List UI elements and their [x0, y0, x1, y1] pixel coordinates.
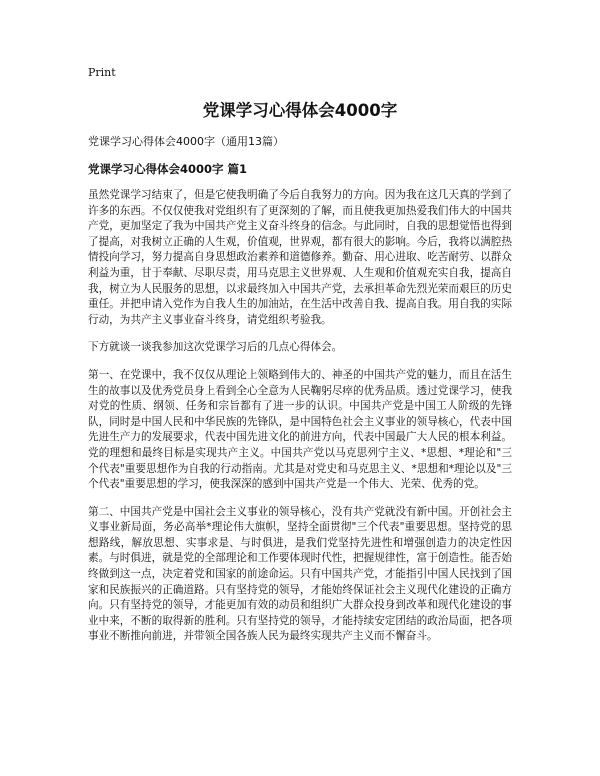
- paragraph: 第二、中国共产党是中国社会主义事业的领导核心，没有共产党就没有新中国。开创社会主义事业新局面，务必高举*理论伟大旗帜，坚持全面贯彻"三个代表"重要思想。坚持党的思想路线，解放思想、实事求是、与时俱进，是我们党坚持先进性和增强创造力的决定性因素。与时俱进，就是党的全部理论和工作要体现时代性，把握规律性，富于创造性。能否始终做到这一点，决定着党和国家的前途命运。只有中国共产党，才能指引中国人民找到了国家和民族振兴的正确道路。只有坚持党的领导，才能始终保证社会主义现代化建设的正确方向。只有坚持党的领导，才能更加有效的动员和组织广大群众投身到改革和现代化建设的事业中来，不断的取得新的胜利。只有坚持党的领导，才能持续安定团结的政治局面，把各项事业不断推向前进，并带领全国各族人民为最终实现共产主义而不懈奋斗。: [88, 505, 512, 643]
- paragraph: 下方就谈一谈我参加这次党课学习后的几点心得体会。: [88, 341, 343, 354]
- section-heading: 党课学习心得体会4000字 篇1: [88, 162, 248, 176]
- document-subtitle: 党课学习心得体会4000字（通用13篇）: [88, 135, 284, 148]
- paragraph: 虽然党课学习结束了，但是它使我明确了今后自我努力的方向。因为我在这几天真的学到了许多的东西。不仅仅使我对党组织有了更深刻的了解，而且使我更加热爱我们伟大的中国共产党，更加坚定了我为中国共产党主义奋斗终身的信念。与此同时，自我的思想觉悟也得到了提高，对我树立正确的人生观，价值观，世界观，都有很大的影响。今后，我将以满腔热情投向学习，努力提高自身思想政治素养和道德修养。勤奋、用心进取、吃苦耐劳、以群众利益为重，甘于奉献、尽职尽责，用马克思主义世界观、人生观和价值观充实自我，提高自我，树立为人民服务的思想，以求最终加入中国共产党，去承担革命先烈光荣而艰巨的历史重任。并把申请入党作为自我人生的加油站，在生活中改善自我、提高自我。用自我的实际行动，为共产主义事业奋斗终身，请党组织考验我。: [88, 189, 512, 326]
- print-label: Print: [88, 66, 116, 79]
- page-title: 党课学习心得体会4000字: [202, 101, 398, 120]
- paragraph: 第一、在党课中，我不仅仅从理论上领略到伟大的、神圣的中国共产党的魅力，而且在活生生的故事以及优秀党员身上看到全心全意为人民鞠躬尽瘁的优秀品质。透过党课学习，使我对党的性质、纲领、任务和宗旨都有了进一步的认识。中国共产党是中国工人阶级的先锋队，同时是中国人民和中华民族的先锋队，是中国特色社会主义事业的领导核心，代表中国先进生产力的发展要求，代表中国先进文化的前进方向，代表中国最广大人民的根本利益。党的理想和最终目标是实现共产主义。中国共产党以马克思列宁主义、*思想、*理论和"三个代表"重要思想作为自我的行动指南。尤其是对党史和马克思主义、*思想和*理论以及"三个代表"重要思想的学习，使我深深的感到中国共产党是一个伟大、光荣、优秀的党。: [88, 368, 512, 491]
